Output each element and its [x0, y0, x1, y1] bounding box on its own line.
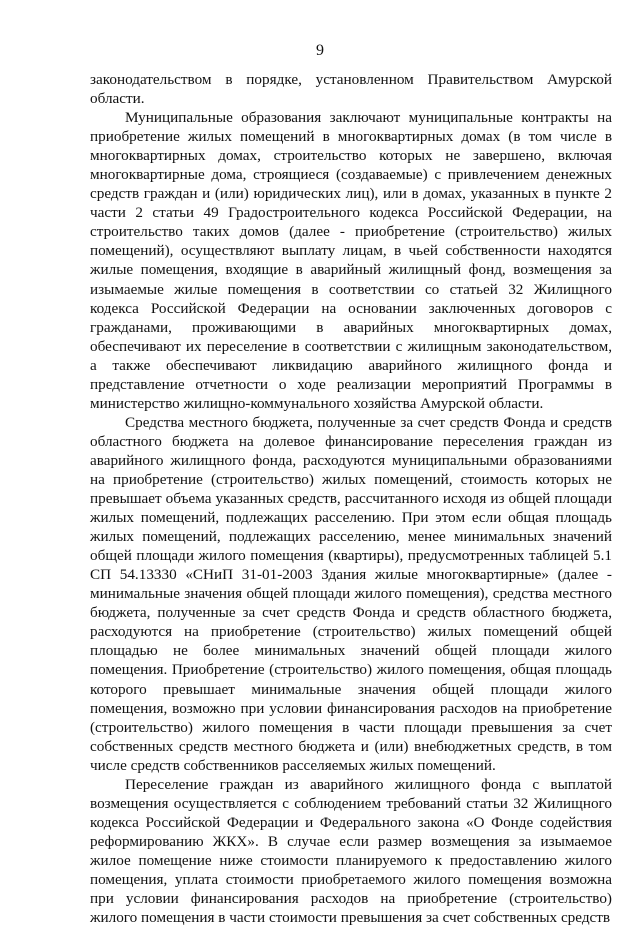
paragraph-continuation: законодательством в порядке, установленном Правительством Амурской области. [90, 71, 612, 108]
body-text [90, 70, 612, 927]
paragraph-municipal-contracts: Муниципальные образования заключают муниципальные контракты на приобретение жилых помещений в многоквартирных домах (в том числе в многоквартирных домах, строительство которых не завершено, включая многоквартирные дома, строящиеся (создаваемые) с привлечением денежных средств граждан и (или) юридических лиц), или в домах, указанных в пункте 2 части 2 статьи 49 Градостроительного кодекса Российской Федерации, на строительство таких домов (далее - приобретение (строительство) жилых помещений), осуществляют выплату лицам, в чьей собственности находятся жилые помещения, входящие в аварийный жилищный фонд, возмещения за изымаемые жилые помещения в соответствии со статьей 32 Жилищного кодекса Российской Федерации на основании заключенных договоров с гражданами, проживающими в аварийных многоквартирных домах, обеспечивают их переселение в соответствии с жилищным законодательством, а также обеспечивают ликвидацию аварийного жилищного фонда и представление отчетности о ходе реализации мероприятий Программы в министерство жилищно-коммунального хозяйства Амурской области. [90, 109, 612, 412]
paragraph-local-budget-funds: Средства местного бюджета, полученные за счет средств Фонда и средств областного бюджета на долевое финансирование переселения граждан из аварийного жилищного фонда, расходуются муниципальными образованиями на приобретение (строительство) жилых помещений, стоимость которых не превышает объема указанных средств, рассчитанного исходя из общей площади жилых помещений, подлежащих расселению. При этом если общая площадь жилых помещений, подлежащих расселению, менее минимальных значений общей площади жилого помещения (квартиры), предусмотренных таблицей 5.1 СП 54.13330 «СНиП 31-01-2003 Здания жилые многоквартирные» (далее - минимальные значения общей площади жилого помещения), средства местного бюджета, полученные за счет средств Фонда и средств областного бюджета, расходуются на приобретение (строительство) жилых помещений общей площадью не более минимальных значений общей площади жилого помещения. Приобретение (строительство) жилого помещения, общая площадь которого превышает минимальные значения общей площади жилого помещения, возможно при условии финансирования расходов на приобретение (строительство) жилого помещения в части площади превышения за счет собственных средств местного бюджета и (или) внебюджетных средств, в том числе средств собственников расселяемых жилых помещений. [90, 413, 612, 774]
page-number: 9 [316, 42, 324, 59]
paragraph-resettlement-compensation: Переселение граждан из аварийного жилищного фонда с выплатой возмещения осуществляется с соблюдением требований статьи 32 Жилищного кодекса Российской Федерации и Федерального закона «О Фонде содействия реформированию ЖКХ». В случае если размер возмещения за изымаемое жилое помещение ниже стоимости планируемого к предоставлению жилого помещения, уплата стоимости приобретаемого жилого помещения возможна при условии финансирования расходов на приобретение (строительство) жилого помещения в части стоимости превышения за счет собственных средств [90, 775, 612, 927]
